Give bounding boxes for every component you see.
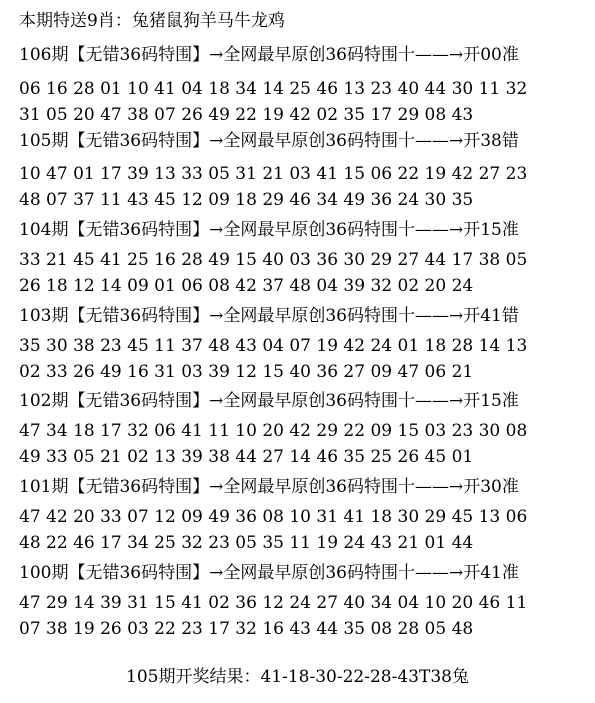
- period-104-numbers-row-1: 33 21 45 41 25 16 28 49 15 40 03 36 30 29 27 44 17 38 05: [19, 250, 528, 270]
- period-103-numbers-row-1: 35 30 38 23 45 11 37 48 43 04 07 19 42 24 01 18 28 14 13: [19, 336, 528, 356]
- period-103-title: 103期【无错36码特围】→全网最早原创36码特围十——→开41错: [19, 306, 519, 326]
- zodiac-header: 本期特送9肖：兔猪鼠狗羊马牛龙鸡: [19, 11, 285, 31]
- period-103-numbers-row-2: 02 33 26 49 16 31 03 39 12 15 40 36 27 09 47 06 21: [19, 362, 474, 382]
- period-101-title: 101期【无错36码特围】→全网最早原创36码特围十——→开30准: [19, 477, 519, 497]
- period-105-numbers-row-1: 10 47 01 17 39 13 33 05 31 21 03 41 15 06 22 19 42 27 23: [19, 164, 528, 184]
- draw-result: 105期开奖结果：41-18-30-22-28-43T38兔: [126, 667, 469, 687]
- period-105-title: 105期【无错36码特围】→全网最早原创36码特围十——→开38错: [19, 131, 519, 151]
- period-102-numbers-row-2: 49 33 05 21 02 13 39 38 44 27 14 46 35 25 26 45 01: [19, 447, 474, 467]
- period-102-numbers-row-1: 47 34 18 17 32 06 41 11 10 20 42 29 22 09 15 03 23 30 08: [19, 421, 528, 441]
- period-104-numbers-row-2: 26 18 12 14 09 01 06 08 42 37 48 04 39 32 02 20 24: [19, 276, 474, 296]
- period-100-numbers-row-2: 07 38 19 26 03 22 23 17 32 16 43 44 35 08 28 05 48: [19, 619, 474, 639]
- period-105-numbers-row-2: 48 07 37 11 43 45 12 09 18 29 46 34 49 36 24 30 35: [19, 190, 474, 210]
- period-100-numbers-row-1: 47 29 14 39 31 15 41 02 36 12 24 27 40 34 04 10 20 46 11: [19, 593, 528, 613]
- period-100-title: 100期【无错36码特围】→全网最早原创36码特围十——→开41准: [19, 563, 519, 583]
- period-106-numbers-row-1: 06 16 28 01 10 41 04 18 34 14 25 46 13 23 40 44 30 11 32: [19, 79, 528, 99]
- period-104-title: 104期【无错36码特围】→全网最早原创36码特围十——→开15准: [19, 220, 519, 240]
- period-101-numbers-row-2: 48 22 46 17 34 25 32 23 05 35 11 19 24 43 21 01 44: [19, 533, 474, 553]
- period-106-title: 106期【无错36码特围】→全网最早原创36码特围十——→开00准: [19, 45, 519, 65]
- period-102-title: 102期【无错36码特围】→全网最早原创36码特围十——→开15准: [19, 391, 519, 411]
- period-101-numbers-row-1: 47 42 20 33 07 12 09 49 36 08 10 31 41 18 30 29 45 13 06: [19, 507, 528, 527]
- period-106-numbers-row-2: 31 05 20 47 38 07 26 49 22 19 42 02 35 17 29 08 43: [19, 105, 474, 125]
